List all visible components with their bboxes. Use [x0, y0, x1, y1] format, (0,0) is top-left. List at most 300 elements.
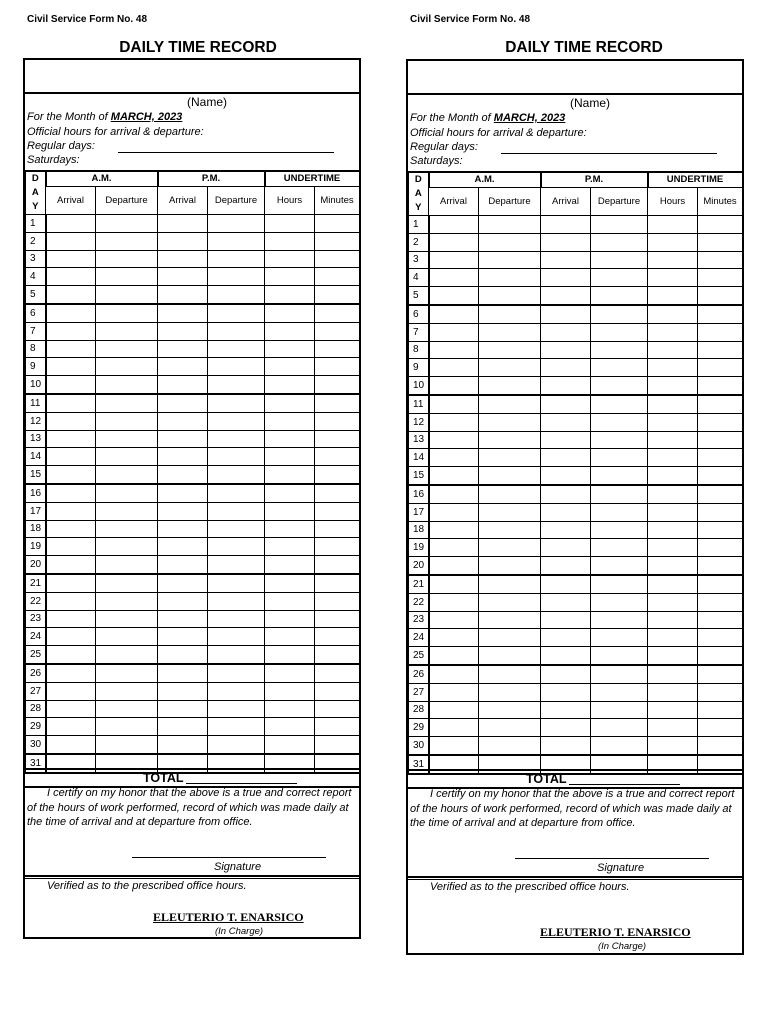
- pm-departure-cell[interactable]: [208, 394, 265, 412]
- pm-departure-cell[interactable]: [591, 467, 648, 485]
- pm-departure-cell[interactable]: [591, 485, 648, 503]
- minutes-cell[interactable]: [698, 287, 743, 305]
- am-departure-cell[interactable]: [479, 377, 541, 395]
- hours-cell[interactable]: [265, 628, 315, 646]
- pm-departure-cell[interactable]: [208, 628, 265, 646]
- minutes-cell[interactable]: [315, 268, 360, 286]
- pm-departure-cell[interactable]: [208, 574, 265, 592]
- pm-departure-cell[interactable]: [208, 304, 265, 322]
- minutes-cell[interactable]: [315, 448, 360, 466]
- pm-arrival-cell[interactable]: [158, 520, 208, 538]
- pm-departure-cell[interactable]: [591, 449, 648, 467]
- pm-departure-cell[interactable]: [208, 556, 265, 574]
- hours-cell[interactable]: [648, 449, 698, 467]
- hours-cell[interactable]: [648, 287, 698, 305]
- am-departure-cell[interactable]: [96, 376, 158, 394]
- hours-cell[interactable]: [265, 682, 315, 700]
- pm-departure-cell[interactable]: [591, 431, 648, 449]
- hours-cell[interactable]: [265, 646, 315, 664]
- am-arrival-cell[interactable]: [429, 395, 479, 413]
- hours-cell[interactable]: [265, 592, 315, 610]
- hours-cell[interactable]: [648, 629, 698, 647]
- am-departure-cell[interactable]: [479, 269, 541, 287]
- hours-cell[interactable]: [265, 718, 315, 736]
- am-arrival-cell[interactable]: [429, 359, 479, 377]
- hours-cell[interactable]: [648, 233, 698, 251]
- am-departure-cell[interactable]: [479, 521, 541, 539]
- am-arrival-cell[interactable]: [429, 539, 479, 557]
- am-departure-cell[interactable]: [96, 520, 158, 538]
- am-departure-cell[interactable]: [479, 395, 541, 413]
- am-arrival-cell[interactable]: [46, 646, 96, 664]
- pm-departure-cell[interactable]: [208, 538, 265, 556]
- pm-arrival-cell[interactable]: [158, 538, 208, 556]
- hours-cell[interactable]: [648, 647, 698, 665]
- pm-departure-cell[interactable]: [591, 575, 648, 593]
- am-departure-cell[interactable]: [96, 466, 158, 484]
- signature-line[interactable]: [515, 858, 709, 859]
- am-departure-cell[interactable]: [479, 647, 541, 665]
- minutes-cell[interactable]: [315, 718, 360, 736]
- pm-arrival-cell[interactable]: [158, 268, 208, 286]
- pm-arrival-cell[interactable]: [158, 322, 208, 340]
- minutes-cell[interactable]: [315, 556, 360, 574]
- pm-arrival-cell[interactable]: [541, 557, 591, 575]
- minutes-cell[interactable]: [698, 737, 743, 755]
- hours-cell[interactable]: [265, 556, 315, 574]
- am-departure-cell[interactable]: [96, 700, 158, 718]
- pm-departure-cell[interactable]: [591, 359, 648, 377]
- am-arrival-cell[interactable]: [46, 412, 96, 430]
- am-arrival-cell[interactable]: [46, 250, 96, 268]
- am-arrival-cell[interactable]: [429, 287, 479, 305]
- hours-cell[interactable]: [265, 268, 315, 286]
- am-arrival-cell[interactable]: [46, 394, 96, 412]
- pm-arrival-cell[interactable]: [158, 628, 208, 646]
- pm-departure-cell[interactable]: [591, 413, 648, 431]
- am-departure-cell[interactable]: [479, 413, 541, 431]
- minutes-cell[interactable]: [315, 610, 360, 628]
- am-departure-cell[interactable]: [96, 556, 158, 574]
- minutes-cell[interactable]: [315, 574, 360, 592]
- am-departure-cell[interactable]: [479, 611, 541, 629]
- pm-arrival-cell[interactable]: [158, 574, 208, 592]
- pm-departure-cell[interactable]: [591, 647, 648, 665]
- pm-arrival-cell[interactable]: [541, 503, 591, 521]
- am-arrival-cell[interactable]: [46, 502, 96, 520]
- am-arrival-cell[interactable]: [429, 323, 479, 341]
- hours-cell[interactable]: [265, 538, 315, 556]
- minutes-cell[interactable]: [698, 719, 743, 737]
- pm-departure-cell[interactable]: [591, 233, 648, 251]
- minutes-cell[interactable]: [698, 269, 743, 287]
- pm-arrival-cell[interactable]: [158, 682, 208, 700]
- pm-arrival-cell[interactable]: [158, 556, 208, 574]
- pm-departure-cell[interactable]: [591, 287, 648, 305]
- hours-cell[interactable]: [648, 359, 698, 377]
- am-arrival-cell[interactable]: [429, 683, 479, 701]
- hours-cell[interactable]: [648, 737, 698, 755]
- am-arrival-cell[interactable]: [429, 413, 479, 431]
- pm-departure-cell[interactable]: [208, 682, 265, 700]
- am-departure-cell[interactable]: [479, 467, 541, 485]
- am-arrival-cell[interactable]: [46, 484, 96, 502]
- am-departure-cell[interactable]: [96, 304, 158, 322]
- am-departure-cell[interactable]: [96, 268, 158, 286]
- minutes-cell[interactable]: [698, 216, 743, 234]
- minutes-cell[interactable]: [315, 215, 360, 233]
- am-departure-cell[interactable]: [96, 610, 158, 628]
- minutes-cell[interactable]: [315, 340, 360, 358]
- minutes-cell[interactable]: [315, 466, 360, 484]
- minutes-cell[interactable]: [698, 521, 743, 539]
- pm-departure-cell[interactable]: [591, 521, 648, 539]
- hours-cell[interactable]: [648, 557, 698, 575]
- hours-cell[interactable]: [648, 485, 698, 503]
- pm-arrival-cell[interactable]: [541, 629, 591, 647]
- pm-arrival-cell[interactable]: [158, 430, 208, 448]
- pm-departure-cell[interactable]: [208, 592, 265, 610]
- am-departure-cell[interactable]: [96, 646, 158, 664]
- hours-cell[interactable]: [648, 719, 698, 737]
- pm-departure-cell[interactable]: [208, 520, 265, 538]
- hours-cell[interactable]: [648, 575, 698, 593]
- hours-cell[interactable]: [648, 611, 698, 629]
- hours-cell[interactable]: [265, 502, 315, 520]
- am-arrival-cell[interactable]: [46, 268, 96, 286]
- pm-arrival-cell[interactable]: [158, 664, 208, 682]
- pm-arrival-cell[interactable]: [158, 700, 208, 718]
- hours-cell[interactable]: [648, 216, 698, 234]
- am-arrival-cell[interactable]: [46, 304, 96, 322]
- hours-cell[interactable]: [265, 340, 315, 358]
- pm-departure-cell[interactable]: [591, 611, 648, 629]
- pm-arrival-cell[interactable]: [541, 593, 591, 611]
- pm-arrival-cell[interactable]: [158, 232, 208, 250]
- am-departure-cell[interactable]: [96, 592, 158, 610]
- am-arrival-cell[interactable]: [46, 682, 96, 700]
- am-departure-cell[interactable]: [479, 233, 541, 251]
- am-arrival-cell[interactable]: [429, 629, 479, 647]
- hours-cell[interactable]: [648, 665, 698, 683]
- pm-arrival-cell[interactable]: [541, 647, 591, 665]
- pm-arrival-cell[interactable]: [541, 737, 591, 755]
- pm-departure-cell[interactable]: [208, 700, 265, 718]
- pm-departure-cell[interactable]: [591, 323, 648, 341]
- pm-departure-cell[interactable]: [208, 718, 265, 736]
- am-departure-cell[interactable]: [96, 718, 158, 736]
- pm-arrival-cell[interactable]: [158, 610, 208, 628]
- am-arrival-cell[interactable]: [429, 665, 479, 683]
- hours-cell[interactable]: [265, 286, 315, 304]
- pm-arrival-cell[interactable]: [158, 448, 208, 466]
- minutes-cell[interactable]: [698, 575, 743, 593]
- am-arrival-cell[interactable]: [429, 557, 479, 575]
- pm-departure-cell[interactable]: [208, 502, 265, 520]
- pm-departure-cell[interactable]: [208, 412, 265, 430]
- pm-departure-cell[interactable]: [208, 610, 265, 628]
- pm-arrival-cell[interactable]: [158, 215, 208, 233]
- pm-departure-cell[interactable]: [208, 358, 265, 376]
- am-arrival-cell[interactable]: [429, 233, 479, 251]
- am-arrival-cell[interactable]: [429, 521, 479, 539]
- pm-departure-cell[interactable]: [591, 377, 648, 395]
- minutes-cell[interactable]: [315, 520, 360, 538]
- am-arrival-cell[interactable]: [429, 269, 479, 287]
- hours-cell[interactable]: [265, 394, 315, 412]
- am-arrival-cell[interactable]: [429, 593, 479, 611]
- pm-arrival-cell[interactable]: [158, 718, 208, 736]
- pm-departure-cell[interactable]: [208, 448, 265, 466]
- minutes-cell[interactable]: [315, 250, 360, 268]
- pm-departure-cell[interactable]: [591, 701, 648, 719]
- pm-departure-cell[interactable]: [591, 629, 648, 647]
- am-departure-cell[interactable]: [479, 557, 541, 575]
- am-arrival-cell[interactable]: [429, 737, 479, 755]
- am-arrival-cell[interactable]: [429, 611, 479, 629]
- am-departure-cell[interactable]: [96, 412, 158, 430]
- am-arrival-cell[interactable]: [46, 322, 96, 340]
- pm-arrival-cell[interactable]: [541, 575, 591, 593]
- hours-cell[interactable]: [265, 610, 315, 628]
- am-arrival-cell[interactable]: [429, 485, 479, 503]
- hours-cell[interactable]: [265, 322, 315, 340]
- am-departure-cell[interactable]: [479, 719, 541, 737]
- am-arrival-cell[interactable]: [46, 376, 96, 394]
- hours-cell[interactable]: [648, 395, 698, 413]
- total-line[interactable]: [569, 784, 680, 785]
- am-departure-cell[interactable]: [479, 629, 541, 647]
- hours-cell[interactable]: [265, 250, 315, 268]
- pm-departure-cell[interactable]: [591, 719, 648, 737]
- pm-departure-cell[interactable]: [208, 430, 265, 448]
- am-departure-cell[interactable]: [96, 448, 158, 466]
- pm-arrival-cell[interactable]: [541, 719, 591, 737]
- regular-days-line[interactable]: [501, 141, 717, 154]
- pm-departure-cell[interactable]: [591, 737, 648, 755]
- minutes-cell[interactable]: [698, 431, 743, 449]
- name-field[interactable]: [408, 61, 742, 95]
- pm-arrival-cell[interactable]: [541, 449, 591, 467]
- pm-arrival-cell[interactable]: [158, 286, 208, 304]
- am-departure-cell[interactable]: [479, 216, 541, 234]
- name-field[interactable]: [25, 60, 359, 94]
- pm-arrival-cell[interactable]: [541, 216, 591, 234]
- am-arrival-cell[interactable]: [46, 736, 96, 754]
- minutes-cell[interactable]: [698, 503, 743, 521]
- pm-departure-cell[interactable]: [208, 484, 265, 502]
- minutes-cell[interactable]: [315, 682, 360, 700]
- hours-cell[interactable]: [265, 215, 315, 233]
- am-departure-cell[interactable]: [479, 575, 541, 593]
- hours-cell[interactable]: [648, 269, 698, 287]
- pm-departure-cell[interactable]: [591, 503, 648, 521]
- hours-cell[interactable]: [648, 305, 698, 323]
- hours-cell[interactable]: [265, 376, 315, 394]
- hours-cell[interactable]: [265, 574, 315, 592]
- minutes-cell[interactable]: [315, 358, 360, 376]
- pm-departure-cell[interactable]: [591, 683, 648, 701]
- minutes-cell[interactable]: [315, 646, 360, 664]
- pm-departure-cell[interactable]: [208, 232, 265, 250]
- am-departure-cell[interactable]: [479, 683, 541, 701]
- minutes-cell[interactable]: [698, 665, 743, 683]
- pm-arrival-cell[interactable]: [541, 485, 591, 503]
- am-departure-cell[interactable]: [479, 341, 541, 359]
- minutes-cell[interactable]: [698, 413, 743, 431]
- am-departure-cell[interactable]: [96, 682, 158, 700]
- minutes-cell[interactable]: [315, 484, 360, 502]
- pm-departure-cell[interactable]: [208, 286, 265, 304]
- am-departure-cell[interactable]: [96, 538, 158, 556]
- minutes-cell[interactable]: [698, 701, 743, 719]
- minutes-cell[interactable]: [698, 377, 743, 395]
- am-departure-cell[interactable]: [479, 305, 541, 323]
- hours-cell[interactable]: [265, 430, 315, 448]
- pm-arrival-cell[interactable]: [158, 502, 208, 520]
- total-line[interactable]: [186, 783, 297, 784]
- minutes-cell[interactable]: [698, 359, 743, 377]
- hours-cell[interactable]: [265, 358, 315, 376]
- minutes-cell[interactable]: [315, 430, 360, 448]
- hours-cell[interactable]: [648, 593, 698, 611]
- am-departure-cell[interactable]: [96, 358, 158, 376]
- hours-cell[interactable]: [265, 700, 315, 718]
- hours-cell[interactable]: [265, 520, 315, 538]
- minutes-cell[interactable]: [698, 593, 743, 611]
- pm-arrival-cell[interactable]: [541, 413, 591, 431]
- minutes-cell[interactable]: [698, 557, 743, 575]
- am-arrival-cell[interactable]: [46, 628, 96, 646]
- am-arrival-cell[interactable]: [429, 341, 479, 359]
- hours-cell[interactable]: [265, 412, 315, 430]
- am-arrival-cell[interactable]: [46, 556, 96, 574]
- pm-arrival-cell[interactable]: [158, 646, 208, 664]
- minutes-cell[interactable]: [315, 286, 360, 304]
- am-departure-cell[interactable]: [96, 628, 158, 646]
- am-arrival-cell[interactable]: [46, 520, 96, 538]
- am-departure-cell[interactable]: [479, 593, 541, 611]
- am-arrival-cell[interactable]: [429, 305, 479, 323]
- hours-cell[interactable]: [648, 431, 698, 449]
- pm-arrival-cell[interactable]: [541, 341, 591, 359]
- am-arrival-cell[interactable]: [46, 232, 96, 250]
- am-departure-cell[interactable]: [96, 340, 158, 358]
- minutes-cell[interactable]: [315, 304, 360, 322]
- am-departure-cell[interactable]: [96, 502, 158, 520]
- am-arrival-cell[interactable]: [46, 215, 96, 233]
- pm-departure-cell[interactable]: [591, 665, 648, 683]
- am-arrival-cell[interactable]: [46, 664, 96, 682]
- am-arrival-cell[interactable]: [46, 700, 96, 718]
- am-departure-cell[interactable]: [479, 431, 541, 449]
- am-arrival-cell[interactable]: [429, 701, 479, 719]
- minutes-cell[interactable]: [315, 736, 360, 754]
- hours-cell[interactable]: [648, 503, 698, 521]
- am-arrival-cell[interactable]: [429, 216, 479, 234]
- pm-departure-cell[interactable]: [591, 395, 648, 413]
- minutes-cell[interactable]: [698, 323, 743, 341]
- hours-cell[interactable]: [648, 413, 698, 431]
- am-arrival-cell[interactable]: [46, 466, 96, 484]
- minutes-cell[interactable]: [698, 629, 743, 647]
- am-departure-cell[interactable]: [479, 701, 541, 719]
- minutes-cell[interactable]: [698, 305, 743, 323]
- am-departure-cell[interactable]: [479, 485, 541, 503]
- am-departure-cell[interactable]: [96, 286, 158, 304]
- minutes-cell[interactable]: [315, 394, 360, 412]
- am-arrival-cell[interactable]: [429, 575, 479, 593]
- am-arrival-cell[interactable]: [429, 647, 479, 665]
- pm-departure-cell[interactable]: [208, 340, 265, 358]
- pm-arrival-cell[interactable]: [541, 467, 591, 485]
- minutes-cell[interactable]: [315, 592, 360, 610]
- pm-departure-cell[interactable]: [591, 557, 648, 575]
- pm-arrival-cell[interactable]: [158, 484, 208, 502]
- am-departure-cell[interactable]: [96, 215, 158, 233]
- am-departure-cell[interactable]: [96, 322, 158, 340]
- pm-arrival-cell[interactable]: [541, 701, 591, 719]
- minutes-cell[interactable]: [698, 341, 743, 359]
- pm-arrival-cell[interactable]: [541, 287, 591, 305]
- am-arrival-cell[interactable]: [46, 610, 96, 628]
- am-arrival-cell[interactable]: [46, 718, 96, 736]
- am-arrival-cell[interactable]: [429, 503, 479, 521]
- am-departure-cell[interactable]: [96, 430, 158, 448]
- hours-cell[interactable]: [648, 701, 698, 719]
- minutes-cell[interactable]: [315, 232, 360, 250]
- pm-arrival-cell[interactable]: [541, 233, 591, 251]
- pm-departure-cell[interactable]: [208, 466, 265, 484]
- minutes-cell[interactable]: [315, 538, 360, 556]
- pm-arrival-cell[interactable]: [158, 394, 208, 412]
- am-arrival-cell[interactable]: [46, 340, 96, 358]
- am-arrival-cell[interactable]: [46, 430, 96, 448]
- pm-departure-cell[interactable]: [591, 251, 648, 269]
- pm-departure-cell[interactable]: [208, 646, 265, 664]
- am-departure-cell[interactable]: [479, 737, 541, 755]
- minutes-cell[interactable]: [698, 611, 743, 629]
- pm-departure-cell[interactable]: [591, 305, 648, 323]
- hours-cell[interactable]: [265, 664, 315, 682]
- pm-arrival-cell[interactable]: [541, 323, 591, 341]
- am-arrival-cell[interactable]: [46, 538, 96, 556]
- am-departure-cell[interactable]: [479, 539, 541, 557]
- pm-departure-cell[interactable]: [208, 376, 265, 394]
- hours-cell[interactable]: [648, 521, 698, 539]
- hours-cell[interactable]: [648, 539, 698, 557]
- pm-departure-cell[interactable]: [591, 269, 648, 287]
- pm-arrival-cell[interactable]: [541, 377, 591, 395]
- pm-arrival-cell[interactable]: [158, 592, 208, 610]
- minutes-cell[interactable]: [698, 251, 743, 269]
- hours-cell[interactable]: [648, 377, 698, 395]
- pm-arrival-cell[interactable]: [158, 736, 208, 754]
- am-arrival-cell[interactable]: [46, 286, 96, 304]
- minutes-cell[interactable]: [315, 628, 360, 646]
- pm-departure-cell[interactable]: [208, 268, 265, 286]
- pm-arrival-cell[interactable]: [541, 539, 591, 557]
- am-departure-cell[interactable]: [479, 449, 541, 467]
- am-arrival-cell[interactable]: [429, 719, 479, 737]
- minutes-cell[interactable]: [698, 485, 743, 503]
- pm-arrival-cell[interactable]: [541, 395, 591, 413]
- pm-departure-cell[interactable]: [208, 664, 265, 682]
- pm-arrival-cell[interactable]: [158, 466, 208, 484]
- hours-cell[interactable]: [648, 467, 698, 485]
- pm-departure-cell[interactable]: [208, 250, 265, 268]
- hours-cell[interactable]: [648, 323, 698, 341]
